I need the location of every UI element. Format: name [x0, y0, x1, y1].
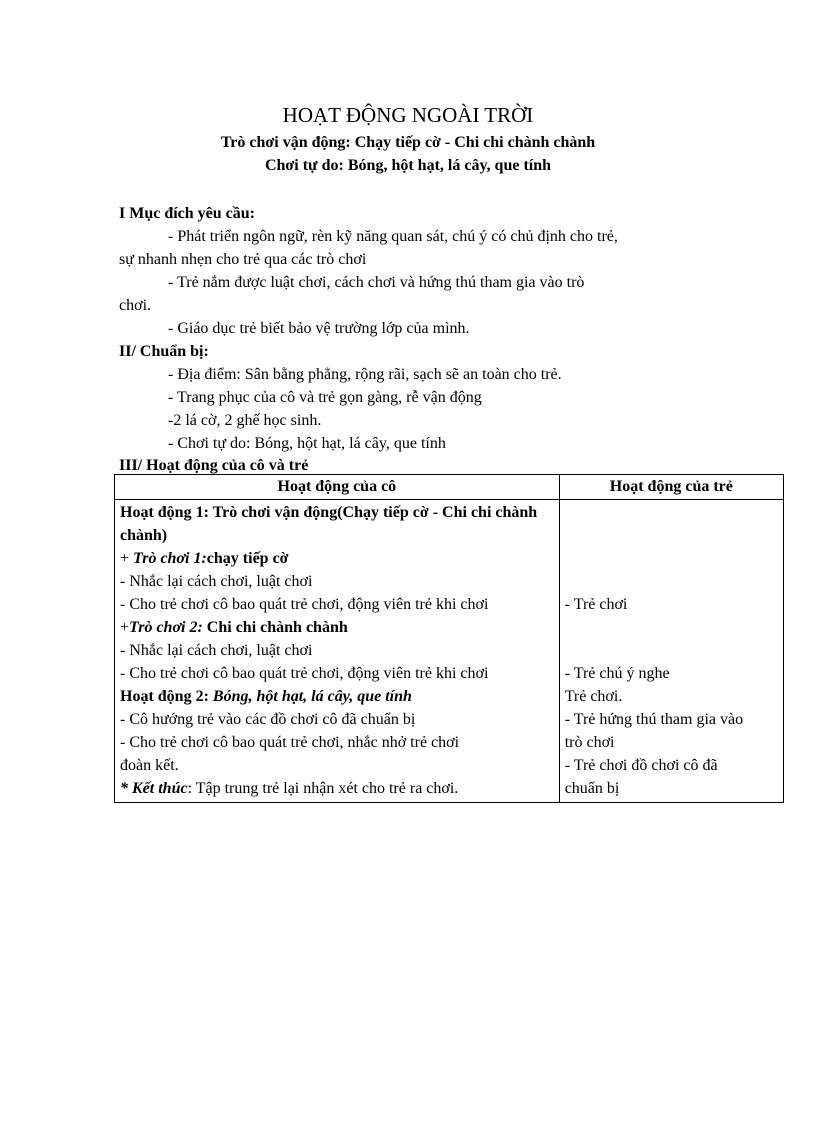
game-2-name: Chi chi chành chành	[202, 619, 348, 636]
activity-2-name: Bóng, hột hạt, lá cây, que tính	[212, 688, 412, 705]
child-step: trò chơi	[564, 734, 615, 751]
game-2-label: Trò chơi 2:	[129, 619, 203, 636]
subtitle-games: Trò chơi vận động: Chạy tiếp cờ - Chi chi chành chành	[220, 134, 596, 151]
table-header-row	[115, 475, 784, 500]
game-2-prefix: +	[120, 619, 130, 636]
subtitle-free-play: Chơi tự do: Bóng, hột hạt, lá cây, que tính	[264, 157, 552, 174]
section-1-line: - Trẻ nắm được luật chơi, cách chơi và hứng thú tham gia vào trò	[168, 274, 585, 291]
child-step: - Trẻ chú ý nghe	[564, 665, 670, 682]
teacher-step: - Nhắc lại cách chơi, luật chơi	[120, 642, 313, 659]
section-1-line: - Phát triển ngôn ngữ, rèn kỹ năng quan sát, chú ý có chủ định cho trẻ,	[168, 228, 618, 245]
section-2-line: - Trang phục của cô và trẻ gọn gàng, rễ vận động	[168, 389, 482, 406]
table-row	[115, 500, 784, 803]
child-step: chuẩn bị	[564, 780, 620, 797]
game-2-line	[120, 616, 555, 639]
section-1-heading: I Mục đích yêu cầu:	[119, 205, 255, 222]
teacher-step: đoàn kết.	[120, 757, 179, 774]
header-teacher-activity: Hoạt động của cô	[115, 475, 560, 500]
activity-1-heading: Hoạt động 1: Trò chơi vận động(Chạy tiếp cờ - Chi chi chành chành)	[120, 504, 538, 544]
teacher-step: - Cho trẻ chơi cô bao quát trẻ chơi, nhắc nhở trẻ chơi	[120, 734, 460, 751]
activity-table	[114, 474, 784, 803]
child-step: - Trẻ chơi đồ chơi cô đã	[564, 757, 718, 774]
section-3-heading: III/ Hoạt động của cô và trẻ	[119, 457, 309, 474]
header-child-activity: Hoạt động của trẻ	[559, 475, 783, 500]
ending-text: : Tập trung trẻ lại nhận xét cho trẻ ra chơi.	[187, 780, 459, 797]
child-activity-cell	[559, 500, 783, 803]
section-2-line: - Địa điểm: Sân bằng phẳng, rộng rãi, sạch sẽ an toàn cho trẻ.	[168, 366, 562, 383]
section-2-line: - Chơi tự do: Bóng, hột hạt, lá cây, que tính	[168, 435, 446, 452]
teacher-step: - Nhắc lại cách chơi, luật chơi	[120, 573, 313, 590]
section-2-heading: II/ Chuẩn bị:	[119, 343, 209, 360]
teacher-activity-cell	[115, 500, 560, 803]
teacher-step: - Cô hướng trẻ vào các đồ chơi cô đã chuẩn bị	[120, 711, 416, 728]
section-1-line: chơi.	[119, 297, 152, 314]
teacher-step: - Cho trẻ chơi cô bao quát trẻ chơi, động viên trẻ khi chơi	[120, 596, 489, 613]
child-step: - Trẻ chơi	[564, 596, 628, 613]
game-1-line	[120, 547, 555, 570]
section-2-line: -2 lá cờ, 2 ghế học sinh.	[168, 412, 322, 429]
activity-2-label: Hoạt động 2:	[120, 688, 213, 705]
teacher-step: - Cho trẻ chơi cô bao quát trẻ chơi, động viên trẻ khi chơi	[120, 665, 489, 682]
ending-label: * Kết thúc	[120, 780, 188, 797]
page-title: HOẠT ĐỘNG NGOÀI TRỜI	[282, 103, 534, 127]
activity-2-heading	[120, 685, 555, 708]
section-1-line: sự nhanh nhẹn cho trẻ qua các trò chơi	[119, 251, 367, 268]
game-1-prefix: +	[120, 550, 134, 567]
section-1-line: - Giáo dục trẻ biết bảo vệ trường lớp của mình.	[168, 320, 470, 337]
child-step: Trẻ chơi.	[564, 688, 623, 705]
child-step: - Trẻ hứng thú tham gia vào	[564, 711, 744, 728]
game-1-name: chạy tiếp cờ	[206, 550, 289, 567]
ending-line	[120, 777, 555, 800]
game-1-label: Trò chơi 1:	[133, 550, 207, 567]
